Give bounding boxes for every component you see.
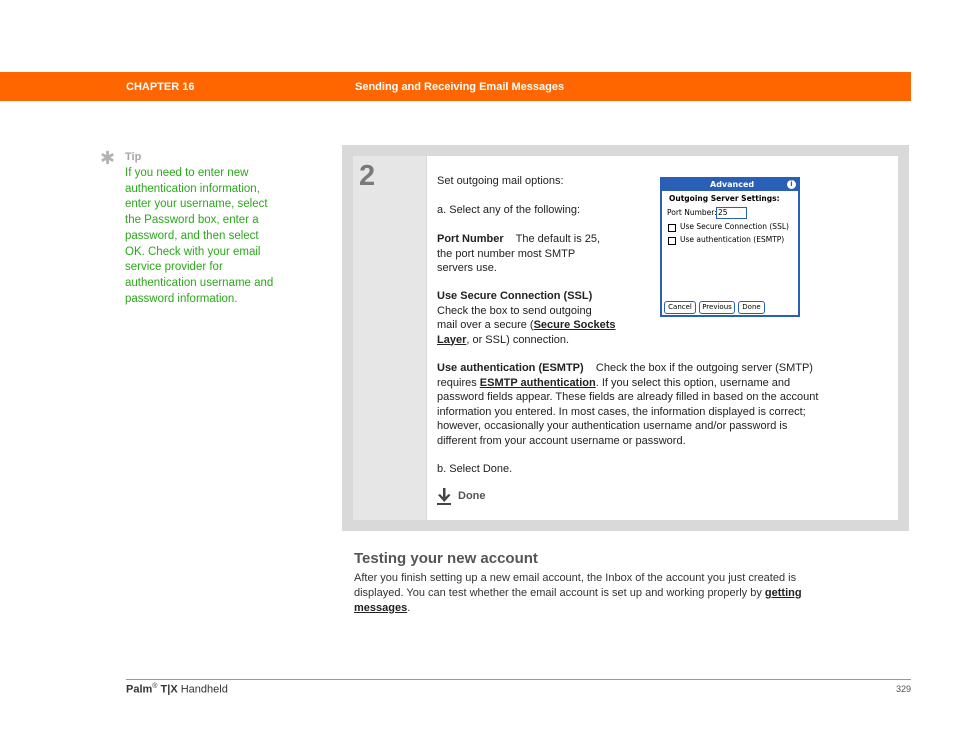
step-number: 2: [359, 160, 376, 192]
done-button[interactable]: Done: [738, 301, 765, 314]
footer-device: Handheld: [180, 683, 228, 696]
palm-advanced-dialog: [660, 177, 800, 317]
chapter-header-bar: [0, 72, 911, 101]
footer-model: T|X: [160, 683, 178, 696]
cancel-button[interactable]: Cancel: [664, 301, 696, 314]
tip-text: If you need to enter new authentication information, enter your username, select the Password box, enter a password, and then select OK. Check with your email service provider for authentication username and password information.: [125, 167, 274, 305]
auth-checkbox[interactable]: [668, 237, 676, 245]
page-number: 329: [895, 684, 911, 694]
asterisk-icon: ✱: [100, 148, 116, 168]
previous-button[interactable]: Previous: [699, 301, 735, 314]
footer-product: Palm® T|X Handheld: [126, 683, 228, 696]
esmtp-description: Use authentication (ESMTP) Check the box if the outgoing server (SMTP) requires ESMTP authentication. If you select this option, username and password fields appear. These fields are already filled in based on the account information you entered. In most cases, the information displayed is correct; however, occasionally your authentication username and/or password is different from your account username or password.: [437, 362, 819, 447]
secure-sockets-link[interactable]: Secure Sockets: [533, 319, 616, 331]
port-number-term: Port Number: [437, 233, 504, 245]
dialog-heading: Outgoing Server Settings:: [669, 194, 780, 203]
port-number-label: Port Number:: [667, 208, 717, 217]
chapter-number: CHAPTER 16: [126, 81, 195, 93]
footer-brand: Palm: [126, 683, 153, 696]
arrow-down-done-icon: [437, 488, 451, 505]
step-sub-b: b. Select Done.: [437, 463, 513, 475]
dialog-title: Advanced: [710, 180, 755, 189]
getting-messages-link[interactable]: getting: [764, 586, 802, 599]
ssl-checkbox-label: Use Secure Connection (SSL): [680, 222, 789, 231]
section-heading: Testing your new account: [354, 550, 538, 567]
port-number-description: Port Number The default is 25, the port number most SMTP servers use.: [437, 233, 601, 274]
chapter-title: Sending and Receiving Email Messages: [355, 81, 565, 93]
ssl-term: Use Secure Connection (SSL): [437, 290, 593, 302]
esmtp-authentication-link[interactable]: ESMTP authentication: [479, 376, 596, 389]
esmtp-term: Use authentication (ESMTP): [437, 362, 584, 374]
ssl-description: Use Secure Connection (SSL) Check the box to send outgoing mail over a secure (Secure Sockets Layer, or SSL) connection.: [437, 290, 616, 346]
done-label: Done: [458, 490, 486, 502]
step-sub-a: a. Select any of the following:: [437, 204, 581, 216]
tip-label: Tip: [125, 151, 142, 163]
dialog-title-bar: [662, 179, 798, 191]
messages-link[interactable]: messages: [354, 601, 408, 614]
step-number-column: [353, 156, 426, 520]
info-icon[interactable]: i: [787, 180, 796, 189]
ssl-checkbox[interactable]: [668, 224, 676, 232]
layer-link[interactable]: Layer: [437, 333, 467, 346]
auth-checkbox-label: Use authentication (ESMTP): [680, 235, 785, 244]
footer-rule: [126, 679, 911, 680]
section-paragraph: After you finish setting up a new email account, the Inbox of the account you just created is displayed. You can test whether the email account is set up and working properly by getting messages.: [354, 572, 802, 614]
port-number-field[interactable]: 25: [716, 207, 747, 219]
step-intro: Set outgoing mail options:: [437, 175, 564, 187]
